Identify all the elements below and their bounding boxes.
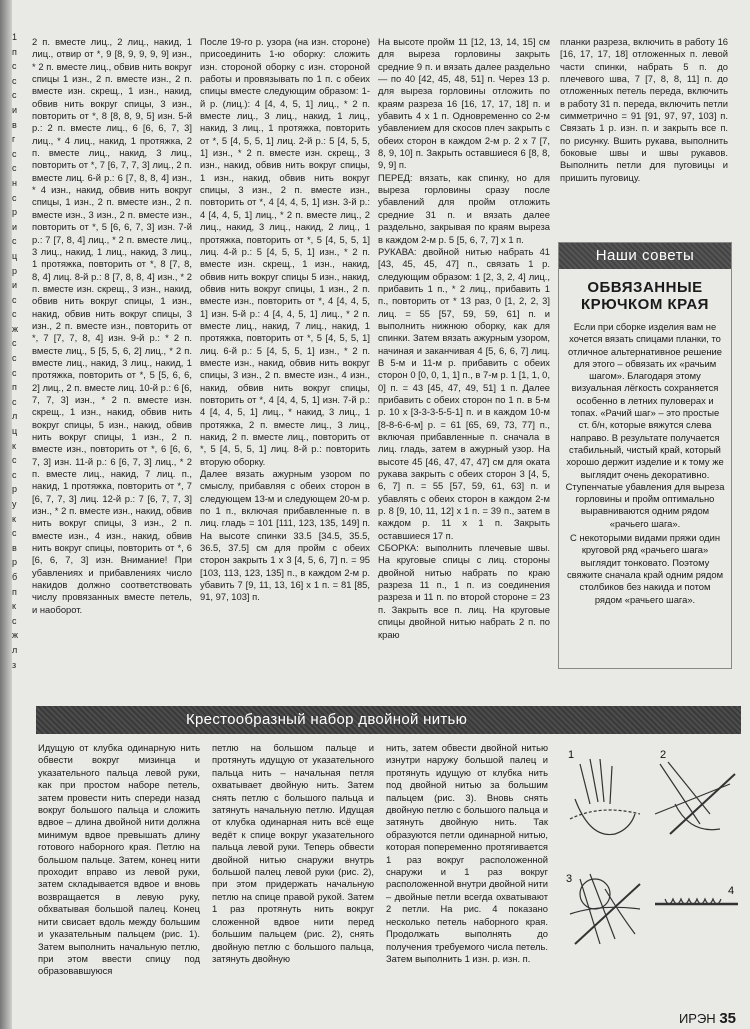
col2-paragraph-2: Далее вязать ажурным узором по смыслу, прибавляя с обеих сторон в следующем 13-м и следующем 20-м р. по 1 п., включая прибавленные п. в лиц. гладь = 101 [111, 123, 135, 149] п. На высоте спинки 33.5 [34.5, 35.5, 36.5, 37.5] см для пройм с обеих сторон закрыть 1 x 3 [4, 5, 6, 7] п. = 95 [103, 113, 123, 135] п., в каждом 2-м р. убавить 7 [9, 11, 13, 16] x 1 п. = 81 [85, 91, 97, 103] п. (200, 468, 370, 603)
col3-paragraph-3: РУКАВА: двойной нитью набрать 41 [43, 45, 45, 47] п., связать 1 р. следующим образом: 1 [2, 3, 2, 4] лиц., прибавить 1 п., * 2 лиц., прибавить 1 п., повторить от * 13 раз, 0 [1, 2, 2, 3] лиц. = 55 [57, 59, 59, 61] п. и выполнить нижнюю оборку, как для спинки. Затем вязать ажурным узором, начиная и заканчивая 4 [5, 6, 6, 7] лиц. В 5-м и 11-м р. прибавить с обеих сторон 0 [0, 0, 1, 1] п., в 7-м р. 1 [1, 1, 0, 0] п. = 43 [45, 47, 49, 51] 1 п. Далее прибавить с обеих сторон по 1 п. в 5-м р. 10 x [3-3-3-5-5-1] п. и в каждом 10-м [8-8-6-6-м] р. = 61 [65, 69, 73, 77] п., включая прибавленные п. сначала в лиц. гладь, затем в ажурный узор. На высоте 45 [46, 47, 47, 47] см для окатa рукава закрыть с обеих сторон 3 [4, 5, 6, 7] п. = 55 [57, 59, 61, 63] п. и убавлять с обеих сторон в каждом 2-м р. 8 [9, 10, 11, 12] x 1 п. = 39 п., затем в каждом р. 11 x 1 п. Закрыть оставшиеся 17 п. (378, 245, 550, 541)
figure-1-label: 1 (568, 749, 575, 761)
cast-on-column-2 (212, 742, 374, 982)
col4-paragraph: планки разреза, включить в работу 16 [16, 17, 17, 18] отложенных п. левой части спинки, набрать 5 п. до плечевого шва, 7 [7, 8, 8, 11] п. до отложенных петель переда, включить в работу 31 п. переда, включить петли симметрично = 91 [91, 97, 97, 103] п. Связать 1 р. изн. п. и закрыть все п. по рисунку. Вшить рукава, выполнить боковые швы и швы рукавов. Выполнить петли для пуговицы и пришить пуговицу. (560, 36, 728, 183)
binding-gutter (0, 0, 12, 1029)
col3-paragraph-2: ПЕРЕД: вязать, как спинку, но для выреза горловины сразу после убавлений для пройм отложить средние 31 п. и вязать далее раздельно, закрывая по краям выреза в каждом 2-м р. 5 [5, 6, 7, 7] x 1 п. (378, 171, 550, 245)
col3-paragraph-1: На высоте пройм 11 [12, 13, 14, 15] см для выреза горловины закрыть средние 9 п. и вязать далее раздельно — по 40 [42, 45, 48, 51] п. Через 13 р. для выреза горловины отложить по краям разреза 16 [16, 17, 17, 18] п. и убавить 4 x 1 п. Одновременно со 2-м убавлением для скосов плеч закрыть с обеих сторон в каждом 2-м р. 2 x 7 [7, 8, 9, 10] п. Закрыть оставшиеся 6 [8, 8, 9, 9] п. (378, 36, 550, 171)
page-footer (679, 1010, 736, 1027)
cast-on-text-3: нить, затем обвести двойной нитью изнутри наружу большой палец и протянуть идущую от клубка нить под двойной нитью за большим пальцем (рис. 3). Вновь снять двойную петлю с большого пальца и затянуть двойную нить. Так образуются петли одинарной нитью, которая попеременно протягивается 1 раз вокруг расположенной снаружи и 1 раз вокруг расположенной внутри двойной нити – двойные петли всегда охватывают 2 петли. На рис. 4 показано несколько петель наборного края. Продолжать выполнять до получения требуемого числа петель. Затем выполнить 1 изн. р. изн. п. (386, 742, 548, 964)
figure-2-hand-drawing (655, 762, 735, 834)
col2-paragraph-1: После 19-го р. узора (на изн. стороне) присоединить 1-ю оборку: сложить изн. стороной оборку с изн. стороной работы и провязывать по 1 п. с обеих спицы вместе следующим образом: 1-й р. (лиц.): 4 [4, 4, 5, 1] лиц., * 2 п. вместе лиц., 3 лиц., накид, 1 лиц., накид, 3 лиц., 1 протяжка, повторить от *, 5 [4, 5, 5, 1] лиц. 2-й р.: 5 [4, 5, 5, 1] изн., * 2 п. вместе изн. скрещ., 3 изн., накид, обвив нить вокруг спицы, 1 изн., накид, обвив нить вокруг спицы, 3 изн., 2 п. вместе изн., повторить от *, 4 [4, 4, 5, 1] изн. 3-й р.: 4 [4, 4, 5, 1] лиц., * 2 п. вместе лиц., 2 лиц., накид, 3 лиц., накид, 2 лиц., 1 протяжка, повторить от *, 5 [4, 5, 5, 1] лиц. 4-й р.: 5 [4, 5, 5, 1] изн., * 2 п. вместе изн. скрещ., 1 изн., накид, обвив нить вокруг спицы 5 изн., накид, обвив нить вокруг спицы, 1 изн., 2 п. вместе изн., повторить от *, 4 [4, 4, 5, 1] изн. 5-й р.: 4 [4, 4, 5, 1] лиц., * 2 п. вместе лиц., накид, 7 лиц., накид, 1 протяжка, повторить от *, 5 [4, 5, 5, 1] лиц. 6-й р.: 5 [4, 5, 5, 1] изн., * 2 п. вместе изн., накид, обвив нить вокруг спицы, 3 изн., 2 п. вместе изн., 4 изн., накид, обвив нить вокруг спицы, повторить от *, 4 [4, 4, 5, 1] изн. 7-й р.: 4 [4, 4, 5, 1] лиц., * накид, 3 лиц., 1 протяжка, 2 п. вместе лиц., 3 лиц., накид, 2 п. вместе лиц., повторить от *, 5 [4, 5, 5, 1] лиц. 8-й р.: повторить вторую оборку. (200, 36, 370, 467)
instructions-column-4 (560, 36, 728, 236)
cast-on-text-2: петлю на большом пальце и протянуть идущую от указательного пальца нить – начальная петля охватывает двойную нить. Затем снять петлю с большого пальца и затянуть начальную петлю. Идущая от клубка одинарная нить всё еще ведёт к спице вокруг указательного пальца левой руки. Теперь обвести двойной нитью снаружи внутрь большой палец левой руки (рис. 2), при этом придержать начальную петлю на спице правой рукой. Затем 1 раз протянуть нить вокруг сложенной вдвое нити перед большим пальцем (рис. 2), снять двойную петлю с большого пальца, затянуть двойную (212, 742, 374, 964)
cast-on-column-3 (386, 742, 548, 982)
cast-on-illustrations (560, 744, 740, 984)
tips-paragraph-1: Если при сборке изделия вам не хочется вязать спицами планки, то отличное альтернативное решение для этого – обвязать их «рачьим шагом». Благодаря этому визуальная лёгкость сохраняется особенно в летних пуловерах и топах. «Рачий шаг» – это простые ст. б/н, которые вяжутся слева направо. В результате получается стабильный, чистый край, который хорошо держит изделие и к тому же выглядит очень декоративно. Ступенчатые убавления для выреза горловины и пройм оптимально выравниваются одним рядом «рачьего шага». (565, 321, 725, 529)
cast-on-column-1 (38, 742, 200, 982)
col3-paragraph-4: СБОРКА: выполнить плечевые швы. На круговые спицы с лиц. стороны двойной нитью набрать по краю разреза 11 п., 1 п. из соединения разреза и 11 п. по второй стороне = 23 п. Закрыть все п. лиц. На круговые спицы двойной нитью набрать 2 п. по краю (378, 542, 550, 640)
figure-2-label: 2 (660, 749, 667, 761)
tips-body (559, 321, 731, 606)
section-title-band (36, 706, 741, 734)
previous-page-edge: 1 п с с с и в г с с н с р и с ц р и с с ж с с с п с л ц к с с р у к с в р б п к с ж л з (12, 32, 19, 670)
figure-3-label: 3 (566, 873, 573, 885)
figure-4-label: 4 (728, 885, 735, 897)
instructions-column-3 (378, 36, 550, 676)
figure-4-needle-drawing (655, 899, 738, 904)
instructions-column-2 (200, 36, 370, 676)
instructions-column-1 (32, 36, 192, 676)
tips-box (558, 242, 732, 669)
figure-1-hand-drawing (570, 759, 640, 835)
col1-paragraph: 2 п. вместе лиц., 2 лиц., накид, 1 лиц., отвир от *, 9 [8, 9, 9, 9, 9] изн., * 2 п. вместе лиц., обвив нить вокруг спицы 1 изн., 2 п. вместе изн., 2 п. вместе изн. скрещ., 1 изн., накид, обвив нить вокруг спицы, 3 изн., повторить от *, 8 [8, 8, 9, 5] изн. 5-й р.: 2 п. вместе лиц., 6 [6, 6, 7, 3] лиц., * 4 лиц., накид, 1 протяжка, 2 п. вместе лиц., накид, 3 лиц., повторить от *, 7 [6, 7, 7, 3] лиц., 2 п. вместе лиц. 6-й р.: 6 [7, 8, 8, 4] изн., * 4 изн., накид, обвив нить вокруг спицы, 1 изн., 2 п. вместе изн., 2 п. вместе изн., 3 изн., 2 п. вместе изн., повторить от *, 5 [6, 6, 7, 3] изн. 7-й р.: 7 [7, 8, 4] лиц., * 2 п. вместе лиц., 3 лиц., накид, 1 лиц., накид, 3 лиц., 1 протяжка, повторить от *, 8 [7, 8, 8, 4] лиц. 8-й р.: 8 [7, 8, 8, 4] изн., * 2 п. вместе изн. скрещ., 3 изн., накид, обвив нить вокруг спицы, 1 изн., накид, обвив нить вокруг спицы, 3 изн., 2 п. вместе изн., повторить от *, 7 [7, 7, 8, 4] изн. 9-й р.: * 2 п. вместе лиц., 5 [5, 5, 6, 2] лиц., * 2 п. вместе лиц., накид, 3 лиц., накид, 1 протяжка, повторить от *, 5 [5, 6, 6, 2] лиц., 2 п. вместе лиц. 10-й р.: 6 [6, 7, 7, 3] изн., * 2 п. вместе изн. скрещ., 1 изн., накид, обвив нить вокруг спицы, 5 изн., накид, обвив нить вокруг спицы, 1 изн., 2 п. вместе изн., повторить от *, 6 [6, 6, 7, 3] изн. 11-й р.: 6 [6, 7, 3] лиц., * 2 п. вместе лиц., накид, 7 лиц. п., накид, 1 протяжка, повторить от *, 7 [6, 7, 7, 3] лиц. 12-й р.: 7 [6, 7, 7, 3] изн., * 2 п. вместе изн., накид, обвив нить вокруг спицы, 3 изн., 2 п. вместе изн., 4 изн., накид, обвив нить вокруг спицы, повторить от *, 6 [6, 6, 7, 3] изн. Внимание! При убавлениях и прибавлениях число накидов должно соответствовать числу провязанных вместе петель, и наоборот. (32, 36, 192, 615)
cast-on-text-1: Идущую от клубка одинарную нить обвести вокруг мизинца и указательного пальца левой руки, как при простом наборе петель, затем провести нить спереди назад вокруг большого пальца и сложить вдвое – длина двойной нити должна минимум вдвое превышать длину готового наборного края. Петлю на большом пальце. Затем, конец нити проходит вправо из левой руки, затем складывается вдвое и вновь возвращается в левую руку, обхватывая большой палец. Конец нити свисает вдоль между большим и указательным пальцем (рис. 1). Затем выполнить начальную петлю, при этом ввести спицу под образовавшуюся (38, 742, 200, 977)
tips-title: ОБВЯЗАННЫЕ КРЮЧКОМ КРАЯ (581, 279, 709, 313)
page-number: 35 (719, 1010, 736, 1027)
tips-header: Наши советы (559, 243, 731, 269)
tips-paragraph-2: С некоторыми видами пряжи один круговой ряд «рачьего шага» выглядит тонковато. Поэтому свяжите сначала край одним рядом столбиков без накида и потом рядом «рачьего шага». (566, 532, 724, 605)
magazine-name: ИРЭН (678, 1011, 716, 1026)
section-title: Крестообразный набор двойной нитью (186, 711, 468, 728)
figure-3-hand-drawing (570, 874, 640, 944)
